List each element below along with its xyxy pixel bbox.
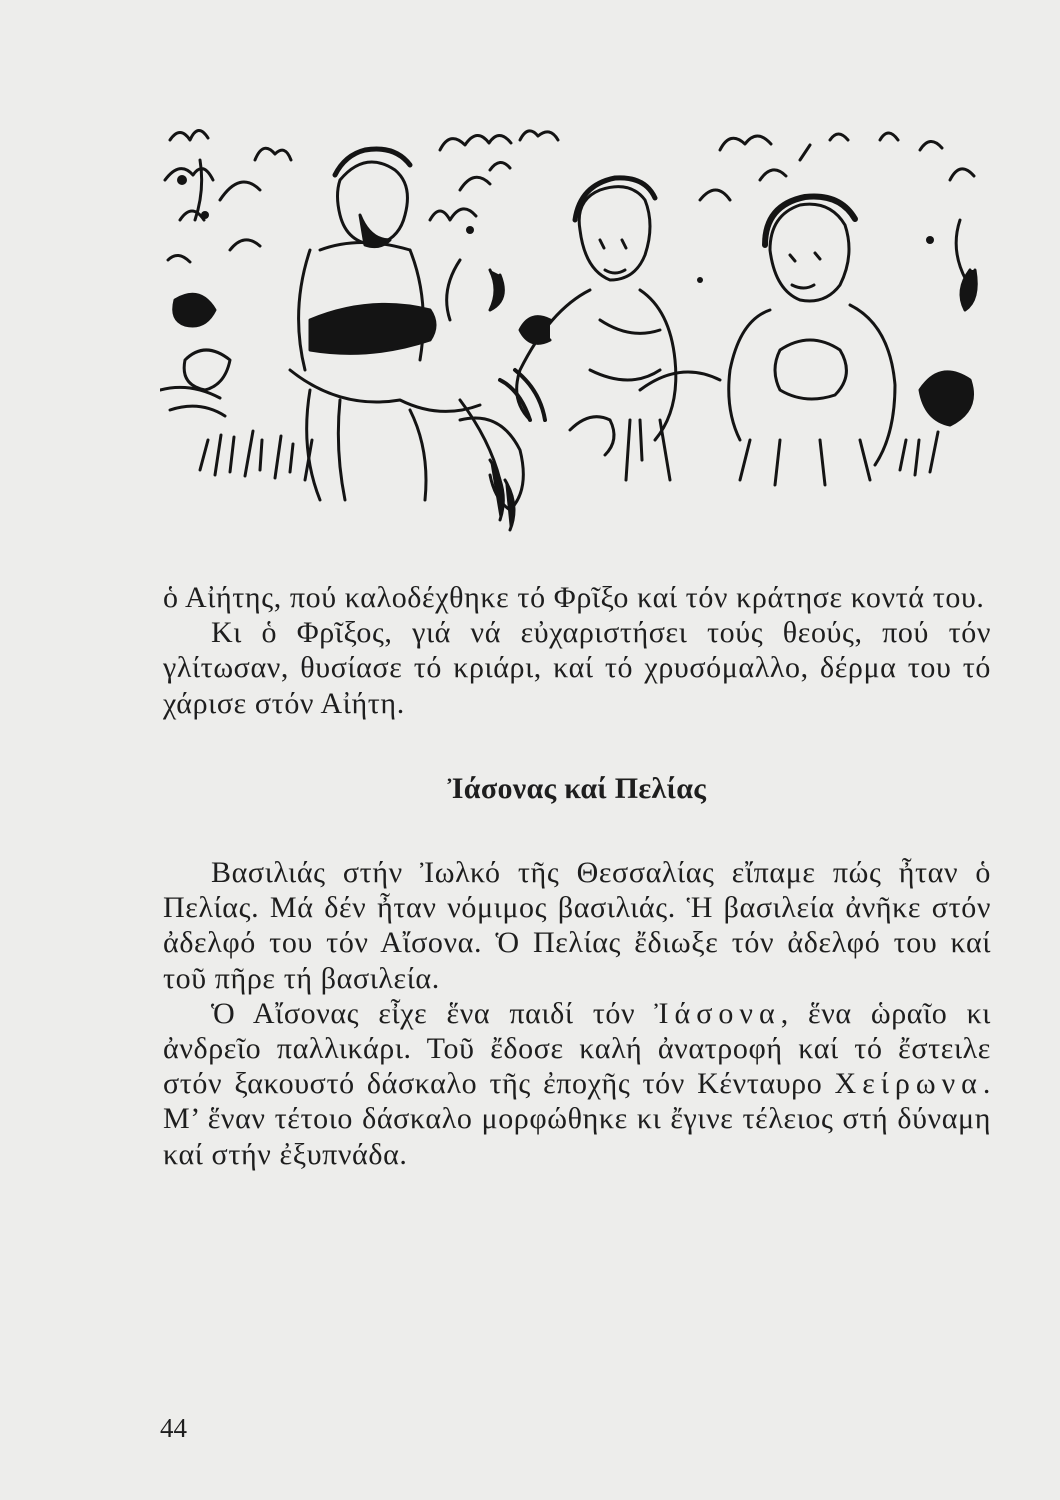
paragraph-4 (163, 996, 991, 1172)
paragraph-4-part-2: , ἕνα ὡραῖο κι ἀνδρεῖο παλλικάρι. Τοῦ ἔδοσε καλή ἀνατροφή καί τό ἔστειλε στόν ξακουστό δάσκαλο τῆς ἐποχῆς τόν Κένταυρο (163, 996, 991, 1101)
paragraph-3: Βασιλιάς στήν Ἰωλκό τῆς Θεσσαλίας εἴπαμε πώς ἦταν ὁ Πελίας. Μά δέν ἦταν νόμιμος βασιλιάς. Ἡ βασιλεία ἀνῆκε στόν ἀδελφό του τόν Αἴσονα. Ὁ Πελίας ἔδιωξε τόν ἀδελφό του καί τοῦ πῆρε τή βασιλεία. (163, 856, 991, 995)
ink-drawing (160, 120, 990, 550)
name-iasonas: Ἰάσονα (654, 996, 781, 1030)
paragraph-1: ὁ Αἰήτης, πού καλοδέχθηκε τό Φρῖξο καί τόν κράτησε κοντά του. (163, 581, 985, 614)
paragraph-2: Κι ὁ Φρῖξος, γιά νά εὐχαριστήσει τούς θεούς, πού τόν γλίτωσαν, θυσίασε τό κριάρι, καί τό χρυσόμαλλο, δέρμα του τό χάρισε στόν Αἰήτη. (163, 616, 991, 720)
page-number: 44 (160, 1413, 187, 1443)
paragraph-4-part-3: . Μ’ ἕναν τέτοιο δάσκαλο μορφώθηκε κι ἔγινε τέλειος στή δύναμη καί στήν ἐξυπνάδα. (163, 1067, 991, 1171)
name-cheiron: Χείρωνα (834, 1067, 983, 1101)
paragraph-4-part-1: Ὁ Αἴσονας εἶχε ἕνα παιδί τόν (211, 996, 655, 1030)
section-heading: Ἰάσονας καί Πελίας (447, 771, 707, 805)
body-text (163, 580, 991, 1172)
illustration-centaur-and-youths (160, 120, 990, 550)
